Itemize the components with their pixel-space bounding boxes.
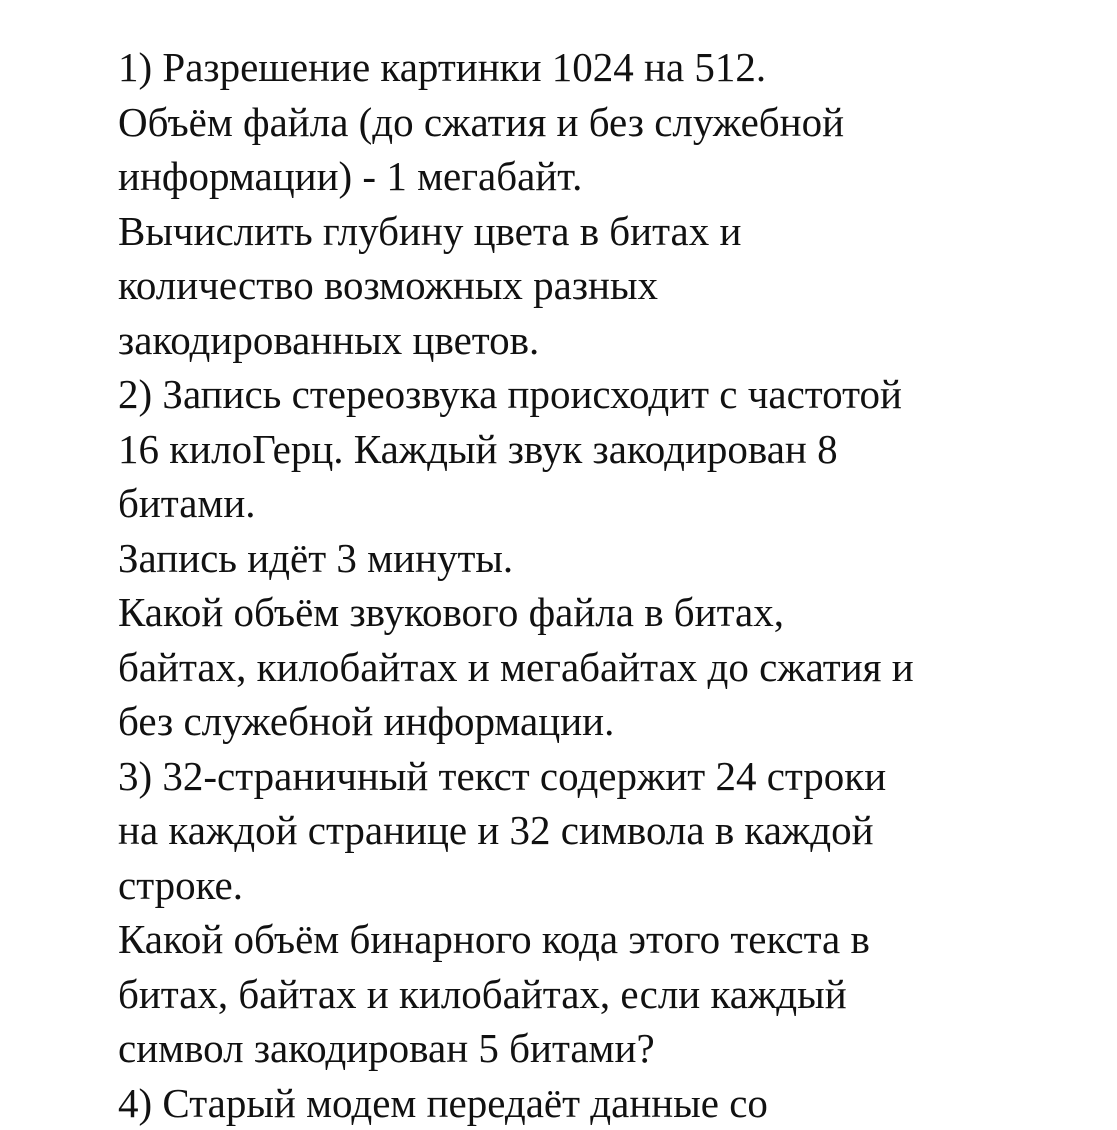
text-line: информации) - 1 мегабайт. (118, 149, 1108, 204)
text-line: 2) Запись стереозвука происходит с частотой (118, 367, 1108, 422)
text-line: битах, байтах и килобайтах, если каждый (118, 967, 1108, 1022)
text-line: Какой объём бинарного кода этого текста в (118, 912, 1108, 967)
text-line: Объём файла (до сжатия и без служебной (118, 95, 1108, 150)
text-line: Запись идёт 3 минуты. (118, 531, 1108, 586)
text-line: 4) Старый модем передаёт данные со (118, 1076, 1108, 1130)
text-line: количество возможных разных (118, 258, 1108, 313)
text-line: 1) Разрешение картинки 1024 на 512. (118, 40, 1108, 95)
text-line: 16 килоГерц. Каждый звук закодирован 8 (118, 422, 1108, 477)
text-line: битами. (118, 476, 1108, 531)
text-line: символ закодирован 5 битами? (118, 1021, 1108, 1076)
text-line: на каждой странице и 32 символа в каждой (118, 803, 1108, 858)
text-line: закодированных цветов. (118, 313, 1108, 368)
text-line: Какой объём звукового файла в битах, (118, 585, 1108, 640)
text-line: Вычислить глубину цвета в битах и (118, 204, 1108, 259)
text-line: байтах, килобайтах и мегабайтах до сжатия и (118, 640, 1108, 695)
document-text (118, 40, 1108, 1130)
text-line: 3) 32-страничный текст содержит 24 строки (118, 749, 1108, 804)
text-line: строке. (118, 858, 1108, 913)
text-line: без служебной информации. (118, 694, 1108, 749)
